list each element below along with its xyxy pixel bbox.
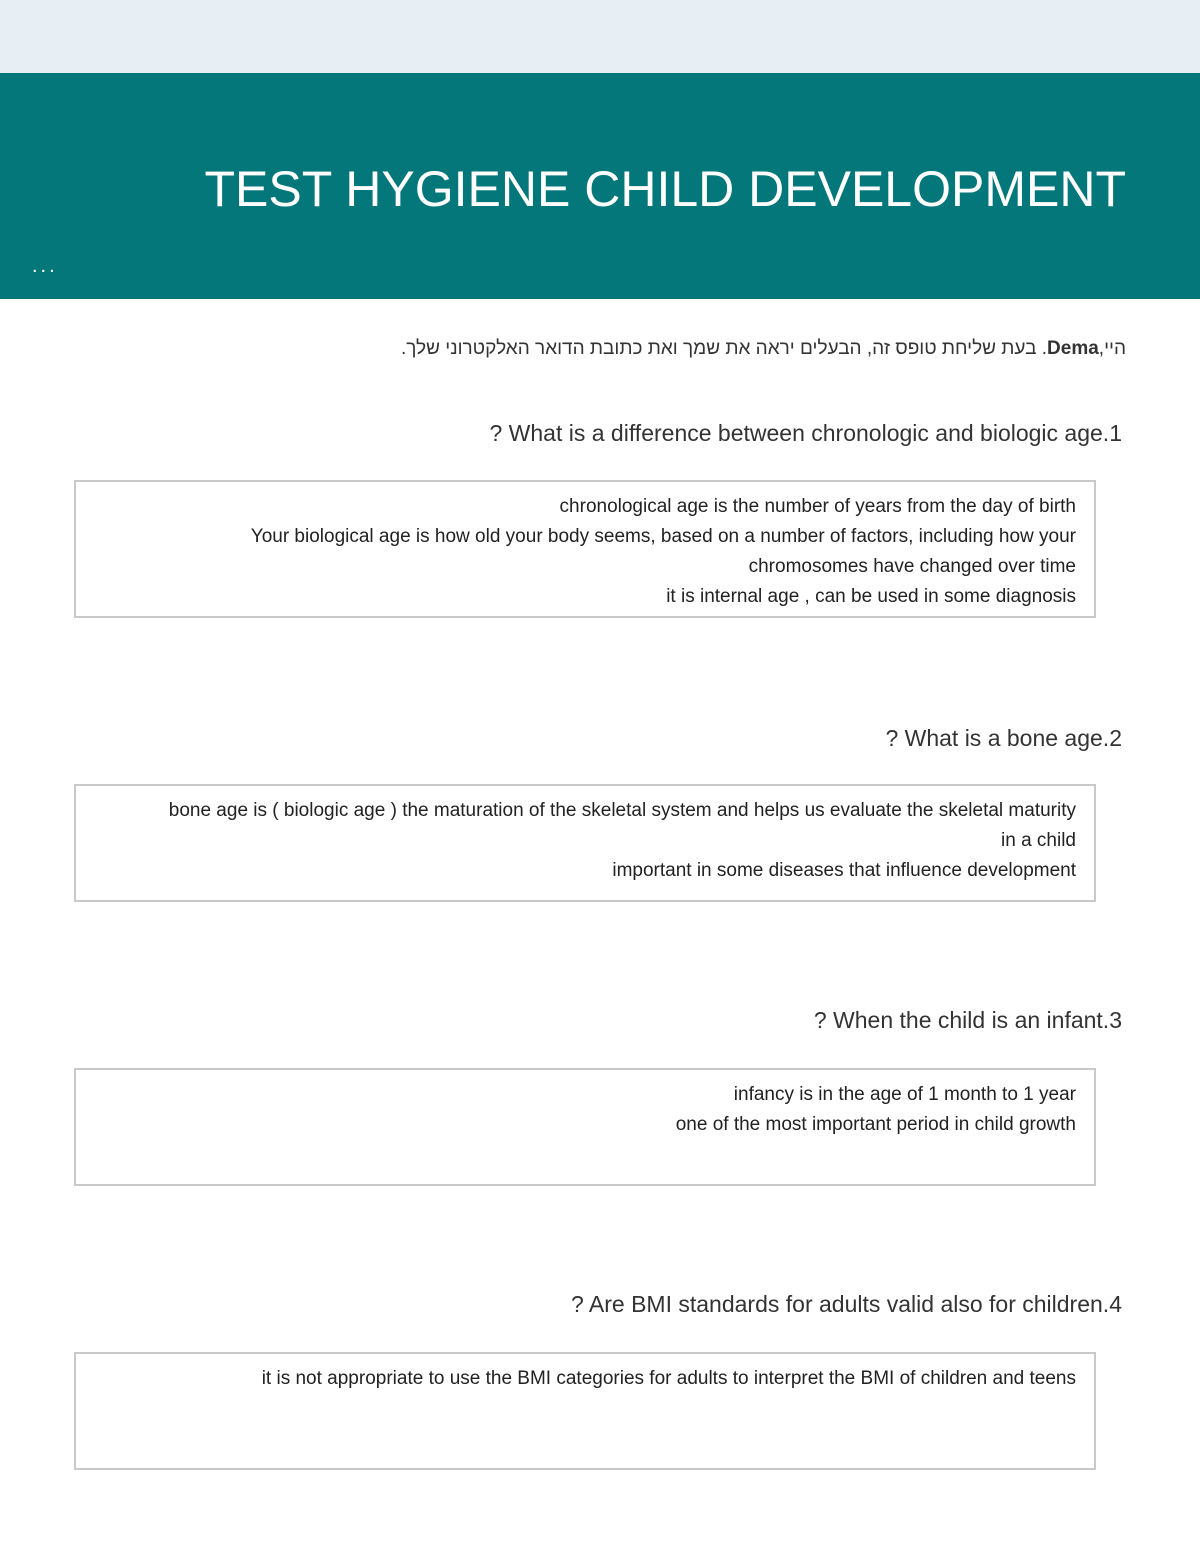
answer-1-field[interactable] [74, 480, 1096, 618]
answer-line: it is internal age , can be used in some diagnosis [666, 586, 1076, 607]
answer-line: bone age is ( biologic age ) the maturation of the skeletal system and helps us evaluate the skeletal maturity [168, 800, 1076, 821]
answer-line: infancy is in the age of 1 month to 1 year [733, 1084, 1076, 1105]
answer-line: chronological age is the number of years from the day of birth [559, 496, 1076, 517]
answer-2-field[interactable] [74, 784, 1096, 902]
question-1-label: ? What is a difference between chronologic and biologic age.1 [489, 420, 1122, 446]
answer-line: Your biological age is how old your body seems, based on a number of factors, including how your [250, 526, 1076, 547]
more-dots-icon[interactable]: ... [32, 255, 58, 277]
answer-line: in a child [1001, 830, 1076, 851]
greeting-prefix: היי, [1098, 338, 1126, 359]
respondent-name: Dema [1047, 338, 1099, 359]
answer-4-field[interactable] [74, 1352, 1096, 1470]
answer-line: it is not appropriate to use the BMI categories for adults to interpret the BMI of children and teens [261, 1368, 1076, 1389]
top-strip [0, 0, 1200, 73]
question-2-label: ? What is a bone age.2 [885, 725, 1122, 751]
answer-line: chromosomes have changed over time [748, 556, 1076, 577]
answer-3-field[interactable] [74, 1068, 1096, 1186]
greeting-suffix: . בעת שליחת טופס זה, הבעלים יראה את שמך ואת כתובת הדואר האלקטרוני שלך. [401, 338, 1048, 359]
form-title: TEST HYGIENE CHILD DEVELOPMENT [204, 161, 1126, 217]
question-3-label: ? When the child is an infant.3 [813, 1007, 1122, 1033]
answer-line: important in some diseases that influence development [612, 860, 1076, 881]
greeting-notice [401, 338, 1126, 360]
question-4-label: ? Are BMI standards for adults valid also for children.4 [570, 1291, 1122, 1317]
answer-line: one of the most important period in child growth [675, 1114, 1076, 1135]
